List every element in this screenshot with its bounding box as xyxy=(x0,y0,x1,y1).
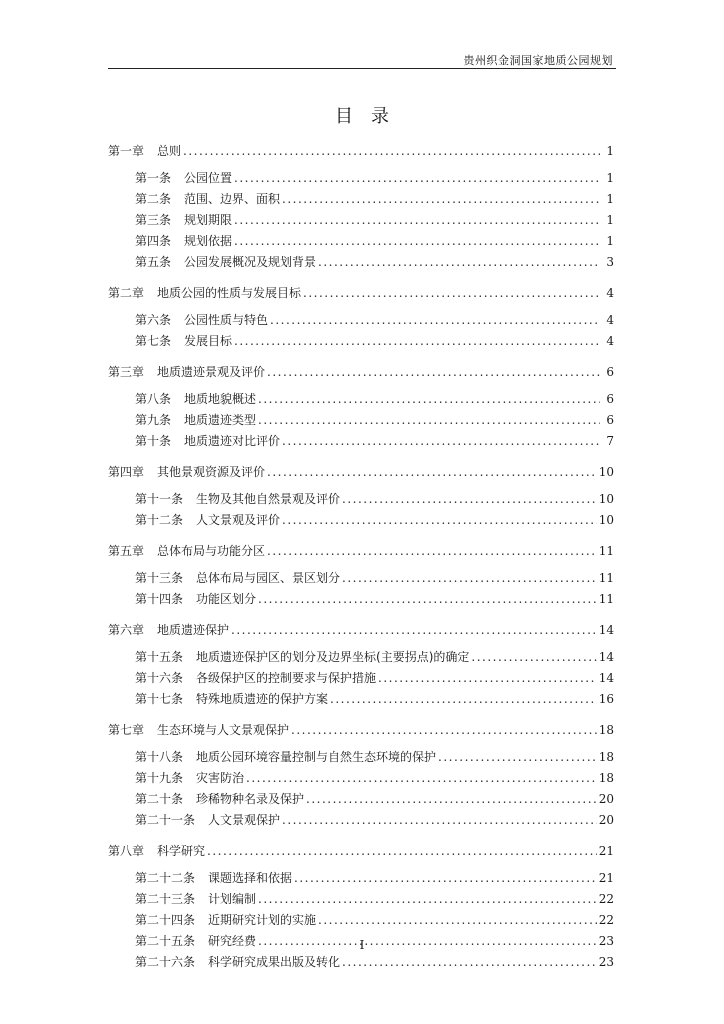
toc-entry-label xyxy=(135,231,232,252)
page-ref: 14 xyxy=(598,650,614,664)
toc-article-entry[interactable] xyxy=(108,568,614,589)
page-ref: 22 xyxy=(598,913,614,927)
page-ref: 1 xyxy=(606,234,614,248)
toc-article-entry[interactable] xyxy=(108,410,614,431)
article-number: 第三条 xyxy=(135,213,172,227)
page-ref: 1 xyxy=(606,213,614,227)
article-title: 规划期限 xyxy=(184,213,233,227)
article-title: 规划依据 xyxy=(184,234,233,248)
article-number: 第二十二条 xyxy=(135,871,196,885)
toc-article-entry[interactable] xyxy=(108,768,614,789)
toc-article-entry[interactable] xyxy=(108,231,614,252)
page-ref: 18 xyxy=(598,723,614,737)
toc-article-entry[interactable] xyxy=(108,952,614,973)
toc-article-entry[interactable] xyxy=(108,189,614,210)
toc-article-entry[interactable] xyxy=(108,168,614,189)
chapter-title: 生态环境与人文景观保护 xyxy=(157,723,290,737)
article-title: 公园性质与特色 xyxy=(184,313,269,327)
dot-leader xyxy=(342,489,597,510)
toc-chapter-entry[interactable] xyxy=(108,362,614,383)
dot-leader xyxy=(318,252,600,273)
toc-entry-label xyxy=(135,389,256,410)
toc-entry-label xyxy=(135,689,328,710)
toc-entry-label xyxy=(135,252,316,273)
article-number: 第十二条 xyxy=(135,513,184,527)
toc-entry-label xyxy=(135,189,280,210)
dot-leader xyxy=(258,410,600,431)
toc-article-entry[interactable] xyxy=(108,431,614,452)
dot-leader xyxy=(294,868,597,889)
page-ref: 20 xyxy=(598,792,614,806)
page-ref: 6 xyxy=(606,413,614,427)
toc-entry-label xyxy=(108,541,265,562)
toc-entry-label xyxy=(135,668,376,689)
article-number: 第十三条 xyxy=(135,571,184,585)
article-title: 发展目标 xyxy=(184,334,233,348)
page-ref: 21 xyxy=(598,871,614,885)
page-ref: 20 xyxy=(598,813,614,827)
article-title: 灾害防治 xyxy=(196,771,245,785)
toc-entry-label xyxy=(135,889,256,910)
dot-leader xyxy=(258,889,597,910)
article-number: 第二十四条 xyxy=(135,913,196,927)
page-ref: 11 xyxy=(598,544,614,558)
toc-entry-label xyxy=(108,620,229,641)
toc-entry-label xyxy=(108,283,301,304)
page-ref: 6 xyxy=(606,392,614,406)
dot-leader xyxy=(438,747,597,768)
page-ref: 7 xyxy=(606,434,614,448)
toc-entry-label xyxy=(108,720,289,741)
article-number: 第五条 xyxy=(135,255,172,269)
page-ref: 6 xyxy=(606,365,614,379)
article-number: 第十一条 xyxy=(135,492,184,506)
article-title: 地质遗迹类型 xyxy=(184,413,257,427)
dot-leader xyxy=(231,620,597,641)
article-number: 第二十一条 xyxy=(135,813,196,827)
article-title: 功能区划分 xyxy=(196,592,257,606)
toc-chapter-group xyxy=(108,141,614,273)
toc-article-entry[interactable] xyxy=(108,252,614,273)
toc-entry-label xyxy=(135,310,268,331)
article-title: 范围、边界、面积 xyxy=(184,192,281,206)
chapter-number: 第六章 xyxy=(108,623,145,637)
toc-chapter-group xyxy=(108,841,614,973)
dot-leader xyxy=(342,568,597,589)
dot-leader xyxy=(318,910,597,931)
toc-entry-label xyxy=(135,952,340,973)
toc-entry-label xyxy=(135,431,280,452)
dot-leader xyxy=(306,789,597,810)
toc-article-entry[interactable] xyxy=(108,889,614,910)
article-title: 地质遗迹保护区的划分及边界坐标(主要拐点)的确定 xyxy=(196,650,470,664)
toc-article-entry[interactable] xyxy=(108,210,614,231)
article-number: 第二十六条 xyxy=(135,955,196,969)
article-number: 第六条 xyxy=(135,313,172,327)
toc-entry-label xyxy=(135,810,280,831)
dot-leader xyxy=(471,647,596,668)
article-number: 第十七条 xyxy=(135,692,184,706)
article-title: 科学研究成果出版及转化 xyxy=(208,955,341,969)
chapter-number: 第三章 xyxy=(108,365,145,379)
toc-article-entry[interactable] xyxy=(108,331,614,352)
toc-chapter-group xyxy=(108,362,614,452)
article-title: 计划编制 xyxy=(208,892,257,906)
chapter-title: 地质遗迹保护 xyxy=(157,623,230,637)
chapter-number: 第八章 xyxy=(108,844,145,858)
article-number: 第一条 xyxy=(135,171,172,185)
running-header-title: 贵州织金洞国家地质公园规划 xyxy=(463,54,613,67)
toc-entry-label xyxy=(135,168,232,189)
article-number: 第八条 xyxy=(135,392,172,406)
toc-article-entry[interactable] xyxy=(108,589,614,610)
article-number: 第九条 xyxy=(135,413,172,427)
page-ref: 18 xyxy=(598,750,614,764)
dot-leader xyxy=(282,189,600,210)
article-number: 第十八条 xyxy=(135,750,184,764)
toc-entry-label xyxy=(108,362,265,383)
dot-leader xyxy=(282,431,600,452)
toc-chapter-group xyxy=(108,620,614,710)
page-ref: 1 xyxy=(606,192,614,206)
article-number: 第十四条 xyxy=(135,592,184,606)
toc-chapter-entry[interactable] xyxy=(108,541,614,562)
toc-chapter-entry[interactable] xyxy=(108,720,614,741)
toc-chapter-entry[interactable] xyxy=(108,620,614,641)
article-number: 第十九条 xyxy=(135,771,184,785)
page-ref: 23 xyxy=(598,934,614,948)
toc-article-entry[interactable] xyxy=(108,647,614,668)
toc-article-entry[interactable] xyxy=(108,489,614,510)
toc-entry-label xyxy=(135,410,256,431)
page-ref: 4 xyxy=(606,313,614,327)
toc-article-entry[interactable] xyxy=(108,789,614,810)
page-ref: 10 xyxy=(598,513,614,527)
dot-leader xyxy=(267,541,597,562)
table-of-contents xyxy=(108,141,614,983)
article-title: 课题选择和依据 xyxy=(208,871,293,885)
toc-chapter-entry[interactable] xyxy=(108,462,614,483)
page-ref: 14 xyxy=(598,671,614,685)
chapter-number: 第四章 xyxy=(108,465,145,479)
toc-entry-label xyxy=(108,462,265,483)
page-ref: 22 xyxy=(598,892,614,906)
dot-leader xyxy=(267,462,597,483)
page-ref: 16 xyxy=(598,692,614,706)
article-title: 研究经费 xyxy=(208,934,257,948)
dot-leader xyxy=(282,810,597,831)
page-ref: 4 xyxy=(606,334,614,348)
article-title: 珍稀物种名录及保护 xyxy=(196,792,305,806)
dot-leader xyxy=(234,210,600,231)
dot-leader xyxy=(303,283,600,304)
page-ref: 4 xyxy=(606,286,614,300)
page-ref: 11 xyxy=(598,592,614,606)
toc-article-entry[interactable] xyxy=(108,389,614,410)
article-title: 各级保护区的控制要求与保护措施 xyxy=(196,671,377,685)
toc-article-entry[interactable] xyxy=(108,747,614,768)
dot-leader xyxy=(282,510,597,531)
dot-leader xyxy=(246,768,597,789)
dot-leader xyxy=(270,310,600,331)
page-ref: 23 xyxy=(598,955,614,969)
toc-chapter-group xyxy=(108,720,614,831)
dot-leader xyxy=(267,362,600,383)
toc-article-entry[interactable] xyxy=(108,310,614,331)
toc-article-entry[interactable] xyxy=(108,510,614,531)
toc-entry-label xyxy=(135,868,292,889)
toc-chapter-group xyxy=(108,541,614,610)
article-number: 第十条 xyxy=(135,434,172,448)
toc-article-entry[interactable] xyxy=(108,810,614,831)
article-number: 第十五条 xyxy=(135,650,184,664)
chapter-title: 地质公园的性质与发展目标 xyxy=(157,286,302,300)
toc-entry-label xyxy=(135,510,280,531)
toc-entry-label xyxy=(135,568,340,589)
dot-leader xyxy=(234,231,600,252)
dot-leader xyxy=(330,689,597,710)
article-title: 地质公园环境容量控制与自然生态环境的保护 xyxy=(196,750,437,764)
dot-leader xyxy=(234,331,600,352)
toc-chapter-group xyxy=(108,283,614,352)
article-number: 第四条 xyxy=(135,234,172,248)
toc-entry-label xyxy=(135,489,340,510)
toc-article-entry[interactable] xyxy=(108,910,614,931)
chapter-number: 第七章 xyxy=(108,723,145,737)
chapter-title: 科学研究 xyxy=(157,844,206,858)
article-title: 公园发展概况及规划背景 xyxy=(184,255,317,269)
page-ref: 1 xyxy=(606,171,614,185)
chapter-title: 地质遗迹景观及评价 xyxy=(157,365,266,379)
article-title: 近期研究计划的实施 xyxy=(208,913,317,927)
toc-article-entry[interactable] xyxy=(108,868,614,889)
page-ref: 10 xyxy=(598,465,614,479)
page-number: I xyxy=(359,938,365,952)
page-ref: 21 xyxy=(598,844,614,858)
toc-entry-label xyxy=(135,647,469,668)
chapter-title: 总体布局与功能分区 xyxy=(157,544,266,558)
article-number: 第七条 xyxy=(135,334,172,348)
chapter-number: 第一章 xyxy=(108,144,145,158)
page-ref: 11 xyxy=(598,571,614,585)
dot-leader xyxy=(378,668,597,689)
toc-entry-label xyxy=(135,789,304,810)
toc-chapter-entry[interactable] xyxy=(108,141,614,162)
dot-leader xyxy=(291,720,597,741)
article-title: 地质地貌概述 xyxy=(184,392,257,406)
article-number: 第二十条 xyxy=(135,792,184,806)
chapter-number: 第五章 xyxy=(108,544,145,558)
article-number: 第二条 xyxy=(135,192,172,206)
article-title: 特殊地质遗迹的保护方案 xyxy=(196,692,329,706)
toc-chapter-group xyxy=(108,462,614,531)
page-ref: 10 xyxy=(598,492,614,506)
dot-leader xyxy=(207,841,597,862)
article-number: 第十六条 xyxy=(135,671,184,685)
dot-leader xyxy=(258,589,597,610)
toc-entry-label xyxy=(135,331,232,352)
article-number: 第二十五条 xyxy=(135,934,196,948)
article-title: 总体布局与园区、景区划分 xyxy=(196,571,341,585)
toc-entry-label xyxy=(135,210,232,231)
dot-leader xyxy=(342,952,597,973)
toc-article-entry[interactable] xyxy=(108,689,614,710)
article-title: 地质遗迹对比评价 xyxy=(184,434,281,448)
dot-leader xyxy=(234,168,600,189)
toc-article-entry[interactable] xyxy=(108,668,614,689)
toc-entry-label xyxy=(108,141,181,162)
article-title: 人文景观及评价 xyxy=(196,513,281,527)
toc-entry-label xyxy=(135,589,256,610)
article-title: 生物及其他自然景观及评价 xyxy=(196,492,341,506)
article-title: 公园位置 xyxy=(184,171,233,185)
page-ref: 1 xyxy=(606,144,614,158)
dot-leader xyxy=(258,389,600,410)
toc-entry-label xyxy=(135,910,316,931)
article-title: 人文景观保护 xyxy=(208,813,281,827)
chapter-number: 第二章 xyxy=(108,286,145,300)
toc-chapter-entry[interactable] xyxy=(108,841,614,862)
page-ref: 18 xyxy=(598,771,614,785)
page-ref: 14 xyxy=(598,623,614,637)
chapter-title: 总则 xyxy=(157,144,182,158)
toc-entry-label xyxy=(108,841,205,862)
chapter-title: 其他景观资源及评价 xyxy=(157,465,266,479)
toc-entry-label xyxy=(135,768,244,789)
page-ref: 3 xyxy=(606,255,614,269)
toc-title: 目录 xyxy=(335,106,407,127)
header-rule xyxy=(108,68,616,69)
toc-entry-label xyxy=(135,747,436,768)
article-number: 第二十三条 xyxy=(135,892,196,906)
dot-leader xyxy=(183,141,600,162)
toc-chapter-entry[interactable] xyxy=(108,283,614,304)
